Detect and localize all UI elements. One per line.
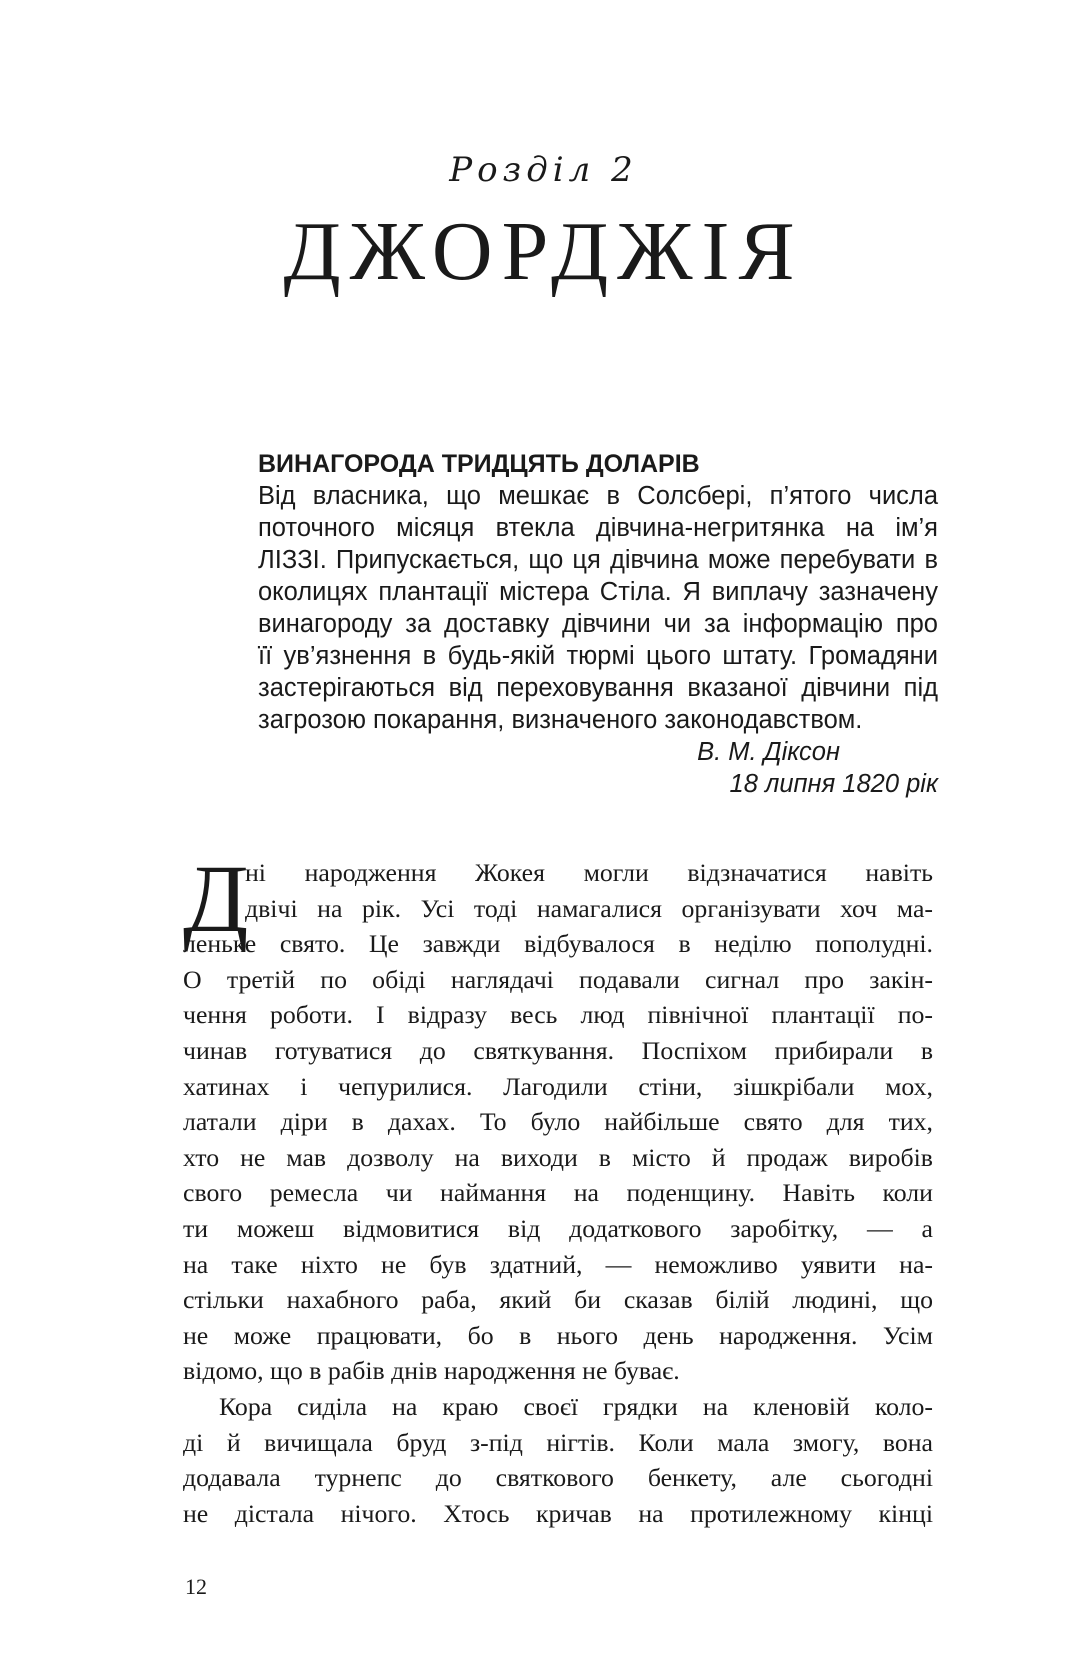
- body-line: леньке свято. Це завжди відбувалося в неділю пополудні.: [183, 929, 933, 959]
- body-line: ти можеш відмовитися від додаткового заробітку, — а: [183, 1213, 933, 1243]
- body-line: відомо, що в рабів днів народження не буває.: [183, 1356, 680, 1386]
- notice-line: околицях плантації містера Стіла. Я виплачу зазначену: [258, 578, 938, 606]
- body-line: хто не мав дозволу на виходи в місто й продаж виробів: [183, 1142, 933, 1172]
- body-line: хатинах і чепурилися. Лагодили стіни, зішкрібали мох,: [183, 1071, 933, 1101]
- notice-line: винагороду за доставку дівчини чи за інформацію про: [258, 610, 938, 638]
- notice-line: її ув’язнення в будь-якій тюрмі цього штату. Громадяни: [258, 642, 938, 670]
- notice-line: поточного місяця втекла дівчина-негритянка на ім’я: [258, 514, 938, 542]
- page-number: 12: [185, 1574, 207, 1599]
- notice-line: застерігаються від переховування вказаної дівчини під: [258, 674, 938, 702]
- body-line: не може працювати, бо в нього день народження. Усім: [183, 1320, 933, 1350]
- notice-line: ЛІЗЗІ. Припускається, що ця дівчина може перебувати в: [258, 546, 938, 574]
- body-line: стільки нахабного раба, який би сказав білій людині, що: [183, 1285, 933, 1315]
- body-line: на таке ніхто не був здатний, — неможливо уявити на-: [183, 1249, 933, 1279]
- notice-heading: ВИНАГОРОДА ТРИДЦЯТЬ ДОЛАРІВ: [258, 450, 700, 478]
- notice-signature-date: 18 липня 1820 рік: [729, 770, 938, 798]
- body-text: [183, 845, 933, 1531]
- body-line: ді й вичищала бруд з-під нігтів. Коли мала змогу, вона: [183, 1427, 933, 1457]
- notice-signature-name: В. М. Діксон: [697, 738, 840, 766]
- notice-line: загрозою покарання, визначеного законодавством.: [258, 706, 863, 734]
- body-line: додавала турнепс до святкового бенкету, але сьогодні: [183, 1463, 933, 1493]
- body-line: чення роботи. І відразу весь люд північної плантації по-: [183, 1000, 933, 1030]
- notice-line: Від власника, що мешкає в Солсбері, п’ятого числа: [258, 482, 938, 510]
- reward-notice: [258, 448, 938, 800]
- body-line: О третій по обіді наглядачі подавали сигнал про закін-: [183, 964, 933, 994]
- chapter-title: ДЖОРДЖІЯ: [283, 205, 804, 298]
- body-line: ні народження Жокея могли відзначатися навіть: [245, 858, 933, 887]
- chapter-label: Розділ 2: [449, 150, 638, 190]
- body-line: латали діри в дахах. То було найбільше свято для тих,: [183, 1107, 933, 1137]
- body-line: не дістала нічого. Хтось кричав на протилежному кінці: [183, 1498, 933, 1528]
- body-line: двічі на рік. Усі тоді намагалися організувати хоч ма-: [245, 893, 933, 923]
- body-line: свого ремесла чи наймання на поденщину. Навіть коли: [183, 1178, 933, 1208]
- drop-cap: Д: [183, 845, 249, 952]
- body-line: чинав готуватися до святкування. Поспіхом прибирали в: [183, 1035, 933, 1065]
- body-line: Кора сиділа на краю своєї грядки на кленовій коло-: [219, 1391, 933, 1421]
